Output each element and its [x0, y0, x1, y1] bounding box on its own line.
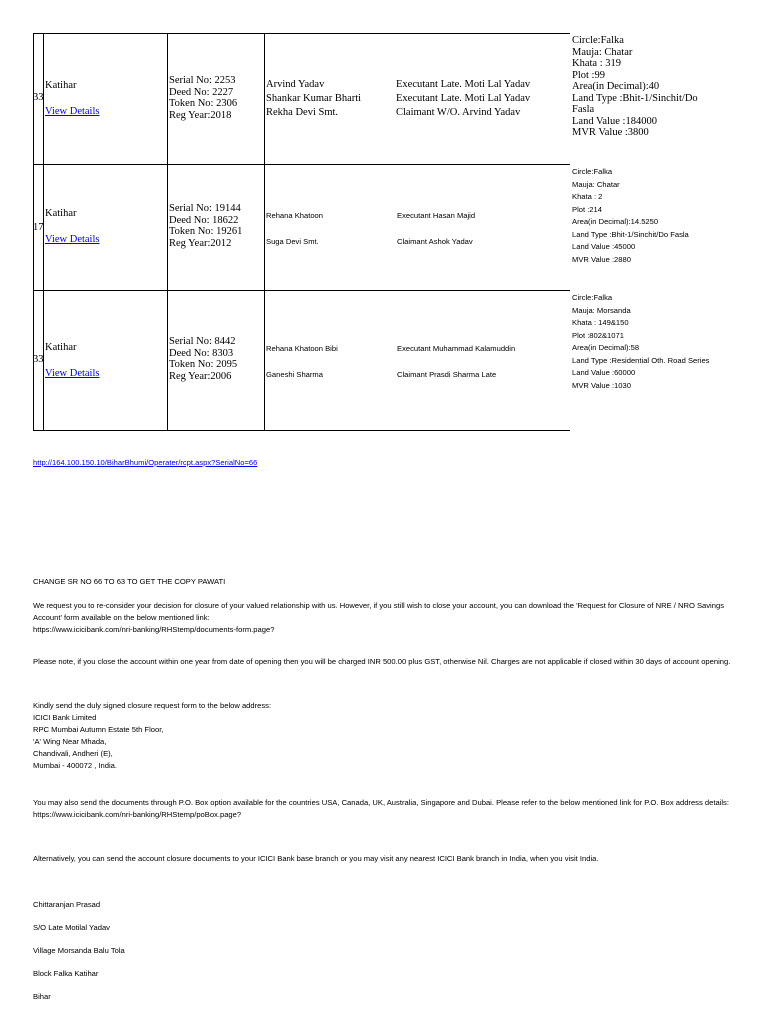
party-role: Executant Late. Moti Lal Yadav: [396, 79, 531, 90]
party-role: Executant Late. Moti Lal Yadav: [396, 93, 531, 104]
district-name: Katihar: [45, 80, 77, 91]
mvr-value: MVR Value :1030: [572, 380, 631, 390]
land-circle: Circle:Falka: [572, 167, 613, 176]
party-name: Rehana Khatoon: [266, 211, 324, 220]
land-mauja: Mauja: Morsanda: [572, 305, 631, 315]
party-names: [266, 78, 361, 120]
party-name: Rekha Devi Smt.: [266, 107, 339, 118]
row-number: 33: [33, 354, 44, 365]
branch-visit-paragraph: Alternatively, you can send the account closure documents to your ICICI Bank base branch or you may visit any nearest ICICI Bank branch in India, when you visit India.: [33, 854, 599, 863]
receipt-url-link[interactable]: http://164.100.150.10/BiharBhumi/Operater/rcpt.aspx?SerialNo=66: [33, 458, 258, 467]
land-khata: Khata : 2: [572, 192, 603, 201]
mvr-value: MVR Value :3800: [572, 127, 649, 138]
party-role: Executant Muhammad Kalamuddin: [397, 344, 516, 353]
land-value: Land Value :60000: [572, 368, 636, 377]
land-mauja: Mauja: Chatar: [572, 46, 633, 58]
table-border-row2: [33, 290, 570, 291]
land-value: Land Value :184000: [572, 115, 657, 127]
reg-year: Reg Year:2012: [169, 237, 232, 249]
party-name: Rehana Khatoon Bibi: [266, 344, 338, 353]
land-details: [572, 35, 722, 139]
view-details-link[interactable]: View Details: [45, 234, 100, 245]
view-details-link[interactable]: View Details: [45, 368, 100, 379]
land-circle: Circle:Falka: [572, 35, 624, 46]
signature-relation: S/O Late Motilal Yadav: [33, 923, 110, 932]
land-area: Area(in Decimal):14.5250: [572, 217, 659, 226]
row-number: 17: [33, 222, 44, 233]
land-area: Area(in Decimal):40: [572, 81, 660, 92]
table-border-col2: [167, 33, 168, 431]
closure-charges-paragraph: Please note, if you close the account within one year from date of opening then you will be charged INR 500.00 plus GST, otherwise Nil. Charges are not applicable if closed within 30 days of account opening.: [33, 657, 731, 666]
address-line: Chandivali, Andheri (E),: [33, 749, 113, 758]
row-number: 33: [33, 92, 44, 103]
serial-no: Serial No: 2253: [169, 75, 236, 86]
table-border-col3: [264, 33, 265, 431]
address-block: [33, 700, 743, 772]
serial-no: Serial No: 19144: [169, 203, 241, 214]
address-line: RPC Mumbai Autumn Estate 5th Floor,: [33, 725, 164, 734]
party-name: Ganeshi Sharma: [266, 370, 323, 379]
party-names: [266, 336, 338, 388]
closure-request-text: We request you to re-consider your decision for closure of your valued relationship with us. However, if you still wish to close your account, you can download the 'Request for Closure of NRE / NRO Savings Account' form available on the below mentioned link:: [33, 601, 724, 622]
party-roles: [397, 203, 475, 255]
party-roles: [397, 336, 515, 388]
address-line: 'A' Wing Near Mhada,: [33, 737, 107, 746]
po-box-link[interactable]: https://www.icicibank.com/nri-banking/RHStemp/poBox.page?: [33, 810, 242, 819]
table-border-top: [33, 33, 570, 34]
mvr-value: MVR Value :2880: [572, 254, 631, 264]
party-names: [266, 203, 323, 255]
signature-name: Chittaranjan Prasad: [33, 900, 101, 909]
address-line: ICICI Bank Limited: [33, 713, 97, 722]
deed-no: Deed No: 18622: [169, 214, 239, 226]
party-role: Claimant W/O. Arvind Yadav: [396, 107, 521, 118]
land-details: [572, 166, 752, 266]
registration-info: [169, 203, 242, 249]
land-value: Land Value :45000: [572, 242, 636, 251]
reg-year: Reg Year:2006: [169, 370, 232, 382]
land-plot: Plot :802&1071: [572, 330, 624, 340]
address-intro: Kindly send the duly signed closure request form to the below address:: [33, 701, 272, 710]
signature-state: Bihar: [33, 992, 51, 1001]
view-details-link[interactable]: View Details: [45, 106, 100, 117]
land-khata: Khata : 149&150: [572, 318, 629, 327]
land-type: Land Type :Residential Oth. Road Series: [572, 355, 710, 365]
land-plot: Plot :214: [572, 204, 602, 214]
po-box-text: You may also send the documents through P.O. Box option available for the countries USA, Canada, UK, Australia, Singapore and Dubai. Please refer to the below mentioned link for P.O. Box address details:: [33, 798, 729, 807]
land-area: Area(in Decimal):58: [572, 343, 640, 352]
po-box-paragraph: [33, 797, 743, 821]
deed-no: Deed No: 2227: [169, 86, 234, 98]
party-role: Claimant Prasdi Sharma Late: [397, 370, 497, 379]
instruction-heading: CHANGE SR NO 66 TO 63 TO GET THE COPY PAWATI: [33, 577, 226, 586]
token-no: Token No: 19261: [169, 226, 243, 237]
land-khata: Khata : 319: [572, 58, 621, 69]
token-no: Token No: 2095: [169, 359, 238, 370]
land-type: Land Type :Bhit-1/Sinchit/Do Fasla: [572, 92, 698, 115]
district-name: Katihar: [45, 342, 77, 353]
registration-info: [169, 75, 237, 121]
party-name: Shankar Kumar Bharti: [266, 93, 362, 104]
land-details: [572, 292, 722, 392]
address-line: Mumbai - 400072 , India.: [33, 761, 118, 770]
table-border-bottom: [33, 430, 570, 431]
closure-request-paragraph: [33, 600, 743, 636]
land-mauja: Mauja: Chatar: [572, 179, 620, 189]
land-type: Land Type :Bhit-1/Sinchit/Do Fasla: [572, 229, 689, 239]
party-name: Arvind Yadav: [266, 79, 325, 90]
party-role: Executant Hasan Majid: [397, 211, 476, 220]
signature-village: Village Morsanda Balu Tola: [33, 946, 125, 955]
token-no: Token No: 2306: [169, 98, 238, 109]
party-name: Suga Devi Smt.: [266, 237, 319, 246]
deed-no: Deed No: 8303: [169, 347, 234, 359]
party-roles: [396, 78, 530, 120]
land-circle: Circle:Falka: [572, 293, 613, 302]
registration-info: [169, 336, 237, 382]
signature-block: Block Falka Katihar: [33, 969, 99, 978]
land-plot: Plot :99: [572, 69, 605, 81]
district-name: Katihar: [45, 208, 77, 219]
closure-form-link[interactable]: https://www.icicibank.com/nri-banking/RHStemp/documents-form.page?: [33, 625, 275, 634]
serial-no: Serial No: 8442: [169, 336, 236, 347]
reg-year: Reg Year:2018: [169, 109, 232, 121]
table-border-row1: [33, 164, 570, 165]
party-role: Claimant Ashok Yadav: [397, 237, 473, 246]
